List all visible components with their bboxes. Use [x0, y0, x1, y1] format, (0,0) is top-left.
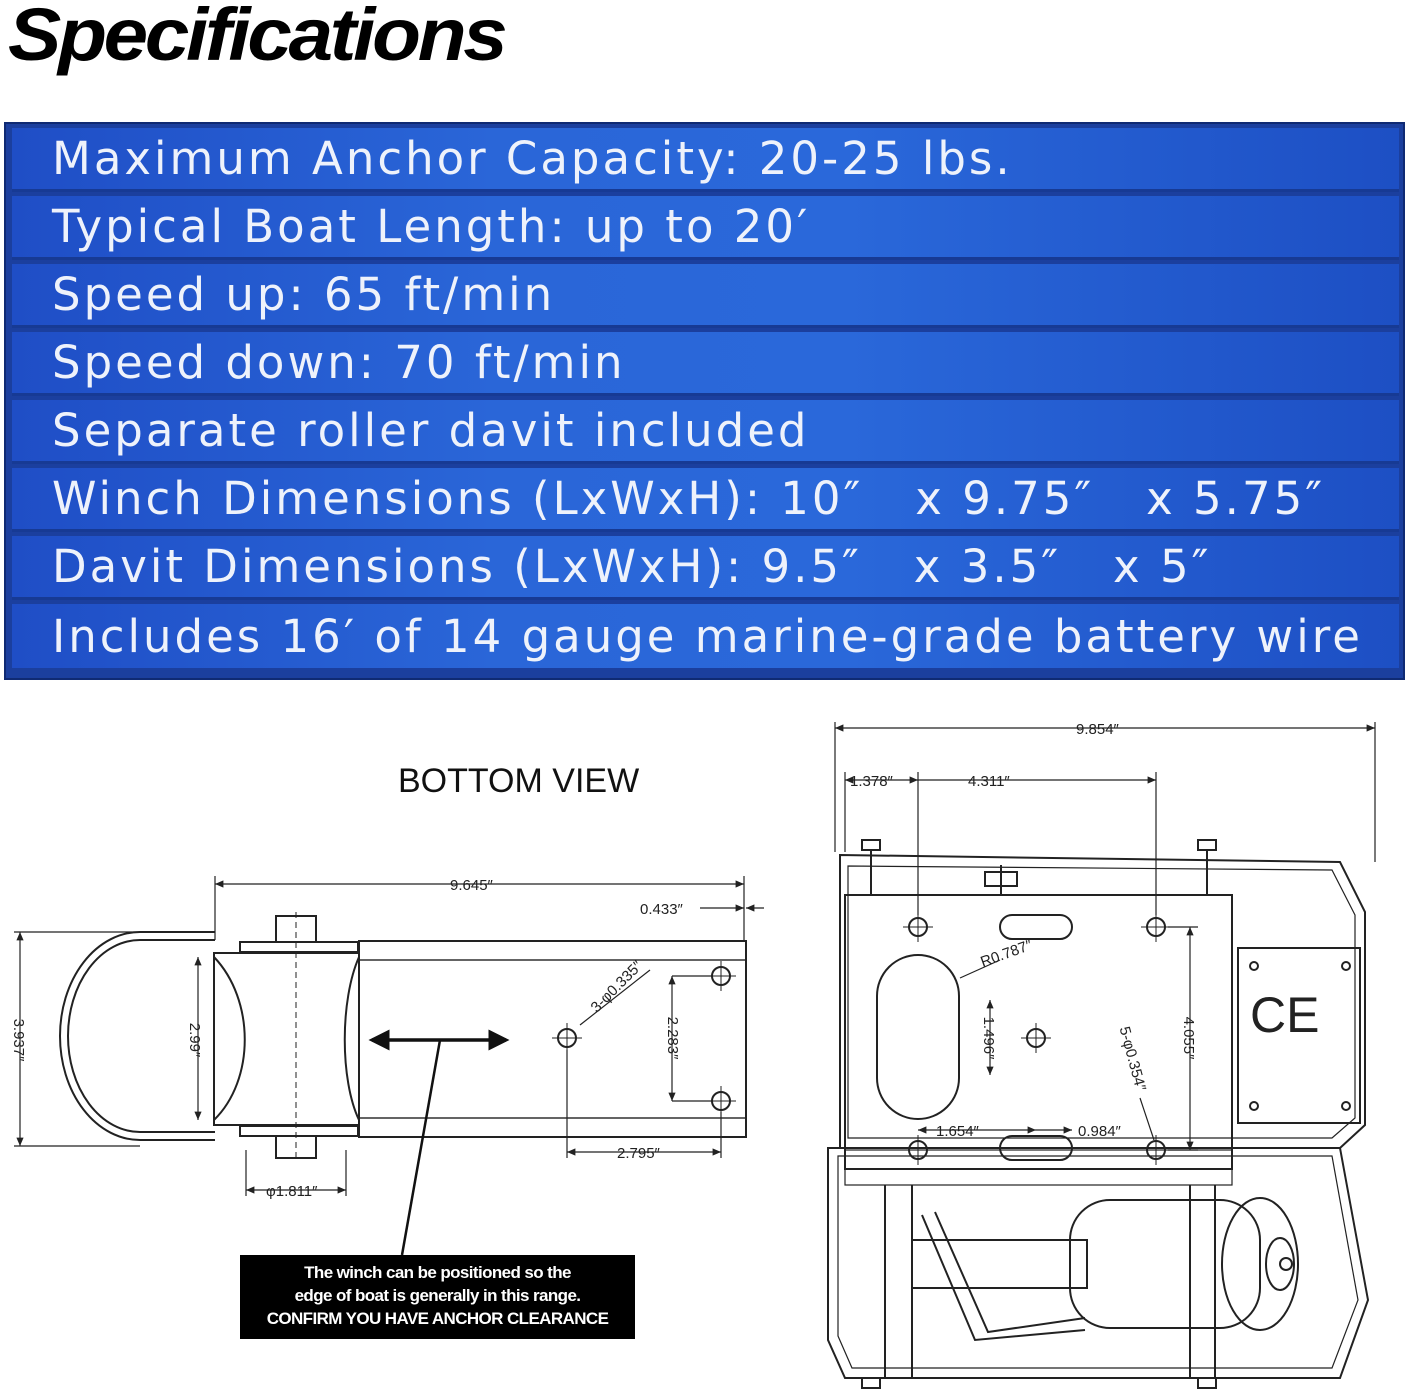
ce-mark: CE [1250, 987, 1320, 1043]
spec-row-battery-wire [12, 604, 1399, 668]
dim-overall-width: 9.854″ [1076, 721, 1119, 738]
spec-row-roller-davit [12, 400, 1399, 464]
note-line: edge of boat is generally in this range. [294, 1286, 581, 1305]
dim-holes-count: 5-φ0.354″ [1115, 1024, 1150, 1093]
spec-text: Davit Dimensions (LxWxH): 9.5″ x 3.5″ x 5″ [52, 540, 1212, 593]
spec-text: Separate roller davit included [52, 404, 810, 457]
anchor-clearance-note [240, 1255, 635, 1339]
dim-hole-spacing: 4.311″ [968, 773, 1010, 790]
spec-row-winch-dimensions [12, 468, 1399, 532]
dim-hole-spacing-v: 2.283″ [664, 1016, 681, 1060]
page-title: Specifications [8, 0, 505, 76]
dim-hole-spacing-h: 2.795″ [617, 1145, 660, 1162]
dim-left-offset: 1.378″ [850, 773, 893, 790]
dim-diameter: φ1.811″ [266, 1183, 318, 1200]
spec-text: Maximum Anchor Capacity: 20-25 lbs. [52, 132, 1013, 185]
spec-text: Typical Boat Length: up to 20′ [52, 200, 811, 253]
dim-bottom-right: 0.984″ [1078, 1123, 1121, 1140]
winch-view [828, 840, 1368, 1388]
dim-overall-length: 9.645″ [450, 877, 493, 894]
dim-holes: 3-φ0.335″ [587, 957, 647, 1017]
davit-bottom-view [60, 912, 746, 1160]
technical-drawing [0, 690, 1407, 1394]
spec-text: Speed down: 70 ft/min [52, 336, 626, 389]
dim-vertical-spacing: 4.055″ [1180, 1016, 1197, 1060]
note-line: The winch can be positioned so the [304, 1263, 571, 1282]
spec-table [4, 122, 1405, 680]
note-line: CONFIRM YOU HAVE ANCHOR CLEARANCE [266, 1309, 609, 1328]
spec-row-speed-down [12, 332, 1399, 396]
dim-roller: 2.99″ [186, 1022, 203, 1058]
spec-row-boat-length [12, 196, 1399, 260]
dim-height: 3.937″ [10, 1018, 27, 1062]
spec-text: Includes 16′ of 14 gauge marine-grade battery wire [52, 609, 1363, 663]
spec-text: Speed up: 65 ft/min [52, 268, 556, 321]
boat-edge-range [372, 1040, 506, 1255]
dim-radius: R0.787″ [978, 936, 1035, 971]
bottom-view-label: BOTTOM VIEW [398, 762, 640, 800]
spec-row-speed-up [12, 264, 1399, 328]
spec-text: Winch Dimensions (LxWxH): 10″ x 9.75″ x 5.75″ [52, 472, 1326, 525]
spec-row-anchor-capacity [12, 128, 1399, 192]
dim-slot-height: 1.496″ [980, 1016, 997, 1060]
winch-dimension-labels [850, 721, 1197, 1140]
dim-bottom-left: 1.654″ [936, 1123, 979, 1140]
dim-offset: 0.433″ [640, 901, 683, 918]
spec-row-davit-dimensions [12, 536, 1399, 600]
